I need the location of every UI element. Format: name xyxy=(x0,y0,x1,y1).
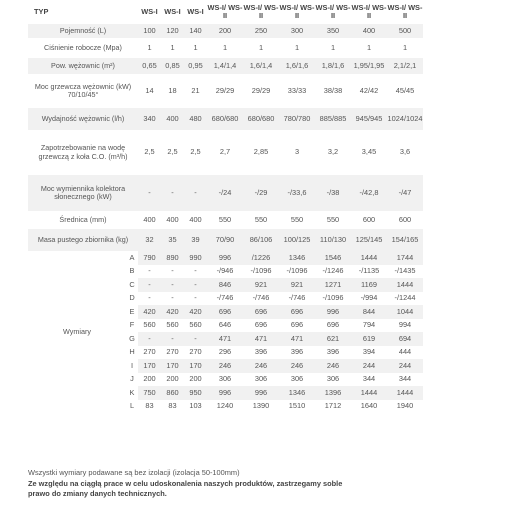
dimension-key: D xyxy=(126,292,138,306)
value-cell: 696 xyxy=(279,319,315,333)
value-cell: - xyxy=(161,175,184,211)
value-cell: 680/680 xyxy=(243,108,279,130)
value-cell: -/1246 xyxy=(315,265,351,279)
value-cell: 396 xyxy=(279,346,315,360)
value-cell: 1444 xyxy=(387,386,423,400)
value-cell: - xyxy=(184,265,207,279)
isolation-note: Wszystki wymiary podawane są bez izolacji (izolacja 50-100mm) xyxy=(28,468,240,477)
dimension-key: E xyxy=(126,305,138,319)
value-cell: - xyxy=(184,332,207,346)
value-cell: 306 xyxy=(243,373,279,387)
value-cell: 996 xyxy=(315,305,351,319)
value-cell: -/746 xyxy=(279,292,315,306)
spec-label: Pojemność (L) xyxy=(28,24,138,38)
value-cell: 694 xyxy=(387,332,423,346)
disclaimer-note: Ze względu na ciągłą prace w celu udoskonalenia naszych produktów, zastrzegamy soble prawo do zmiany danych technicznych. xyxy=(28,479,343,498)
dimension-key: H xyxy=(126,346,138,360)
value-cell: 2,7 xyxy=(207,130,243,175)
value-cell: 860 xyxy=(161,386,184,400)
value-cell: 400 xyxy=(184,211,207,229)
value-cell: 1 xyxy=(207,38,243,58)
value-cell: 21 xyxy=(184,74,207,108)
value-cell: 70/90 xyxy=(207,229,243,251)
value-cell: 0,95 xyxy=(184,58,207,74)
spec-table xyxy=(28,0,423,413)
value-cell: 696 xyxy=(243,305,279,319)
value-cell: 140 xyxy=(184,24,207,38)
value-cell: 1346 xyxy=(279,386,315,400)
value-cell: 1444 xyxy=(351,251,387,265)
spec-row xyxy=(28,58,423,74)
value-cell: 1 xyxy=(243,38,279,58)
value-cell: 1,6/1,4 xyxy=(243,58,279,74)
value-cell: 170 xyxy=(184,359,207,373)
value-cell: 945/945 xyxy=(351,108,387,130)
value-cell: 780/780 xyxy=(279,108,315,130)
value-cell: 42/42 xyxy=(351,74,387,108)
value-cell: 921 xyxy=(243,278,279,292)
value-cell: 550 xyxy=(243,211,279,229)
model-header: WS-I xyxy=(138,0,161,24)
value-cell: 170 xyxy=(161,359,184,373)
value-cell: 100 xyxy=(138,24,161,38)
spec-row xyxy=(28,24,423,38)
dimension-key: F xyxy=(126,319,138,333)
spec-row xyxy=(28,175,423,211)
value-cell: 471 xyxy=(243,332,279,346)
value-cell: 394 xyxy=(351,346,387,360)
spec-label: Zapotrzebowanie na wodę grzewczą z koła C.O. (m³/h) xyxy=(28,130,138,175)
value-cell: 200 xyxy=(138,373,161,387)
spec-row xyxy=(28,130,423,175)
spec-label: Średnica (mm) xyxy=(28,211,138,229)
value-cell: -/946 xyxy=(207,265,243,279)
value-cell: - xyxy=(138,292,161,306)
value-cell: 1510 xyxy=(279,400,315,414)
value-cell: - xyxy=(138,332,161,346)
spec-row xyxy=(28,74,423,108)
spec-label: Moc wymiennika kolektora słonecznego (kW) xyxy=(28,175,138,211)
dimension-key: I xyxy=(126,359,138,373)
value-cell: - xyxy=(184,175,207,211)
value-cell: 750 xyxy=(138,386,161,400)
value-cell: 400 xyxy=(161,211,184,229)
value-cell: 344 xyxy=(351,373,387,387)
value-cell: 921 xyxy=(279,278,315,292)
spec-label: Wydajność wężownic (l/h) xyxy=(28,108,138,130)
value-cell: -/47 xyxy=(387,175,423,211)
value-cell: -/1096 xyxy=(279,265,315,279)
value-cell: 996 xyxy=(207,251,243,265)
value-cell: 1,8/1,6 xyxy=(315,58,351,74)
value-cell: 1 xyxy=(184,38,207,58)
dimension-key: K xyxy=(126,386,138,400)
value-cell: 3,45 xyxy=(351,130,387,175)
value-cell: 246 xyxy=(207,359,243,373)
typ-header: TYP xyxy=(28,0,138,24)
value-cell: 550 xyxy=(207,211,243,229)
value-cell: 550 xyxy=(315,211,351,229)
value-cell: 480 xyxy=(184,108,207,130)
dimension-key: J xyxy=(126,373,138,387)
value-cell: 696 xyxy=(279,305,315,319)
value-cell: 200 xyxy=(161,373,184,387)
value-cell: 2,5 xyxy=(184,130,207,175)
value-cell: 103 xyxy=(184,400,207,414)
value-cell: 306 xyxy=(315,373,351,387)
value-cell: 994 xyxy=(387,319,423,333)
value-cell: -/746 xyxy=(243,292,279,306)
value-cell: 1712 xyxy=(315,400,351,414)
header-row xyxy=(28,0,423,24)
value-cell: 2,5 xyxy=(138,130,161,175)
dimension-key: A xyxy=(126,251,138,265)
value-cell: 2,1/2,1 xyxy=(387,58,423,74)
value-cell: /1226 xyxy=(243,251,279,265)
value-cell: 790 xyxy=(138,251,161,265)
value-cell: 1,6/1,6 xyxy=(279,58,315,74)
value-cell: 350 xyxy=(315,24,351,38)
value-cell: 35 xyxy=(161,229,184,251)
value-cell: 45/45 xyxy=(387,74,423,108)
value-cell: - xyxy=(161,332,184,346)
value-cell: 646 xyxy=(207,319,243,333)
value-cell: 100/125 xyxy=(279,229,315,251)
spec-row xyxy=(28,229,423,251)
value-cell: 244 xyxy=(387,359,423,373)
value-cell: 246 xyxy=(315,359,351,373)
value-cell: -/38 xyxy=(315,175,351,211)
value-cell: 400 xyxy=(351,24,387,38)
value-cell: 420 xyxy=(184,305,207,319)
value-cell: 1 xyxy=(279,38,315,58)
value-cell: -/994 xyxy=(351,292,387,306)
value-cell: 29/29 xyxy=(207,74,243,108)
value-cell: 32 xyxy=(138,229,161,251)
value-cell: 344 xyxy=(387,373,423,387)
value-cell: 550 xyxy=(279,211,315,229)
value-cell: 296 xyxy=(207,346,243,360)
value-cell: - xyxy=(138,265,161,279)
dimension-row xyxy=(28,251,423,265)
value-cell: -/33,6 xyxy=(279,175,315,211)
value-cell: 996 xyxy=(207,386,243,400)
model-header: WS-I/ WS-II xyxy=(387,0,423,24)
value-cell: 1390 xyxy=(243,400,279,414)
value-cell: - xyxy=(184,292,207,306)
value-cell: 3,2 xyxy=(315,130,351,175)
value-cell: 400 xyxy=(138,211,161,229)
value-cell: 1044 xyxy=(387,305,423,319)
value-cell: 680/680 xyxy=(207,108,243,130)
value-cell: 86/106 xyxy=(243,229,279,251)
value-cell: 1271 xyxy=(315,278,351,292)
value-cell: 990 xyxy=(184,251,207,265)
value-cell: - xyxy=(138,278,161,292)
spec-label: Masa pustego zbiornika (kg) xyxy=(28,229,138,251)
value-cell: 246 xyxy=(243,359,279,373)
value-cell: 1444 xyxy=(387,278,423,292)
value-cell: - xyxy=(161,265,184,279)
value-cell: 794 xyxy=(351,319,387,333)
value-cell: 400 xyxy=(161,108,184,130)
value-cell: 696 xyxy=(315,319,351,333)
value-cell: 340 xyxy=(138,108,161,130)
value-cell: 500 xyxy=(387,24,423,38)
value-cell: - xyxy=(161,278,184,292)
value-cell: - xyxy=(184,278,207,292)
value-cell: 110/130 xyxy=(315,229,351,251)
value-cell: 600 xyxy=(351,211,387,229)
dimension-key: B xyxy=(126,265,138,279)
value-cell: 200 xyxy=(184,373,207,387)
value-cell: 170 xyxy=(138,359,161,373)
value-cell: 619 xyxy=(351,332,387,346)
model-header: WS-I xyxy=(161,0,184,24)
value-cell: 306 xyxy=(279,373,315,387)
model-header: WS-I/ WS-II xyxy=(315,0,351,24)
value-cell: -/1096 xyxy=(243,265,279,279)
dimension-key: G xyxy=(126,332,138,346)
model-header: WS-I/ WS-II xyxy=(279,0,315,24)
value-cell: 396 xyxy=(243,346,279,360)
spec-label: Moc grzewcza wężownic (kW) 70/10/45° xyxy=(28,74,138,108)
value-cell: 3,6 xyxy=(387,130,423,175)
value-cell: 846 xyxy=(207,278,243,292)
value-cell: 1 xyxy=(315,38,351,58)
value-cell: 600 xyxy=(387,211,423,229)
value-cell: 83 xyxy=(138,400,161,414)
value-cell: 270 xyxy=(161,346,184,360)
value-cell: 996 xyxy=(243,386,279,400)
value-cell: -/1135 xyxy=(351,265,387,279)
value-cell: 696 xyxy=(243,319,279,333)
value-cell: 420 xyxy=(138,305,161,319)
value-cell: 2,85 xyxy=(243,130,279,175)
value-cell: 200 xyxy=(207,24,243,38)
value-cell: 1444 xyxy=(351,386,387,400)
model-header: WS-I/ WS-II xyxy=(351,0,387,24)
value-cell: 621 xyxy=(315,332,351,346)
value-cell: 1024/1024 xyxy=(387,108,423,130)
value-cell: -/1435 xyxy=(387,265,423,279)
value-cell: 1 xyxy=(387,38,423,58)
value-cell: 246 xyxy=(279,359,315,373)
value-cell: 1,4/1,4 xyxy=(207,58,243,74)
value-cell: 396 xyxy=(315,346,351,360)
model-header: WS-I xyxy=(184,0,207,24)
spec-label: Ciśnienie robocze (Mpa) xyxy=(28,38,138,58)
value-cell: 0,65 xyxy=(138,58,161,74)
value-cell: 471 xyxy=(207,332,243,346)
value-cell: 1640 xyxy=(351,400,387,414)
value-cell: -/1096 xyxy=(315,292,351,306)
value-cell: 1 xyxy=(161,38,184,58)
value-cell: 1,95/1,95 xyxy=(351,58,387,74)
dimension-key: L xyxy=(126,400,138,414)
value-cell: 244 xyxy=(351,359,387,373)
value-cell: 1169 xyxy=(351,278,387,292)
value-cell: 38/38 xyxy=(315,74,351,108)
value-cell: 39 xyxy=(184,229,207,251)
value-cell: 306 xyxy=(207,373,243,387)
spec-row xyxy=(28,108,423,130)
value-cell: 3 xyxy=(279,130,315,175)
value-cell: 444 xyxy=(387,346,423,360)
value-cell: 29/29 xyxy=(243,74,279,108)
value-cell: 420 xyxy=(161,305,184,319)
value-cell: 1 xyxy=(138,38,161,58)
value-cell: 1546 xyxy=(315,251,351,265)
value-cell: 1 xyxy=(351,38,387,58)
value-cell: 844 xyxy=(351,305,387,319)
dimension-key: C xyxy=(126,278,138,292)
value-cell: 270 xyxy=(138,346,161,360)
value-cell: 560 xyxy=(138,319,161,333)
value-cell: 696 xyxy=(207,305,243,319)
spec-row xyxy=(28,211,423,229)
value-cell: 1396 xyxy=(315,386,351,400)
value-cell: 1240 xyxy=(207,400,243,414)
value-cell: - xyxy=(138,175,161,211)
value-cell: 83 xyxy=(161,400,184,414)
value-cell: 0,85 xyxy=(161,58,184,74)
model-header: WS-I/ WS-II xyxy=(243,0,279,24)
value-cell: 1940 xyxy=(387,400,423,414)
value-cell: 33/33 xyxy=(279,74,315,108)
value-cell: -/746 xyxy=(207,292,243,306)
value-cell: 125/145 xyxy=(351,229,387,251)
value-cell: 1744 xyxy=(387,251,423,265)
value-cell: 560 xyxy=(184,319,207,333)
value-cell: 471 xyxy=(279,332,315,346)
value-cell: 270 xyxy=(184,346,207,360)
value-cell: 250 xyxy=(243,24,279,38)
value-cell: -/1244 xyxy=(387,292,423,306)
value-cell: 950 xyxy=(184,386,207,400)
model-header: WS-I/ WS-II xyxy=(207,0,243,24)
value-cell: -/29 xyxy=(243,175,279,211)
value-cell: 560 xyxy=(161,319,184,333)
value-cell: 18 xyxy=(161,74,184,108)
value-cell: -/24 xyxy=(207,175,243,211)
value-cell: 885/885 xyxy=(315,108,351,130)
value-cell: - xyxy=(161,292,184,306)
value-cell: 890 xyxy=(161,251,184,265)
value-cell: 154/165 xyxy=(387,229,423,251)
value-cell: 120 xyxy=(161,24,184,38)
value-cell: -/42,8 xyxy=(351,175,387,211)
spec-label: Pow. wężownic (m²) xyxy=(28,58,138,74)
value-cell: 2,5 xyxy=(161,130,184,175)
dimensions-label: Wymiary xyxy=(28,251,126,413)
value-cell: 300 xyxy=(279,24,315,38)
spec-row xyxy=(28,38,423,58)
value-cell: 1346 xyxy=(279,251,315,265)
value-cell: 14 xyxy=(138,74,161,108)
